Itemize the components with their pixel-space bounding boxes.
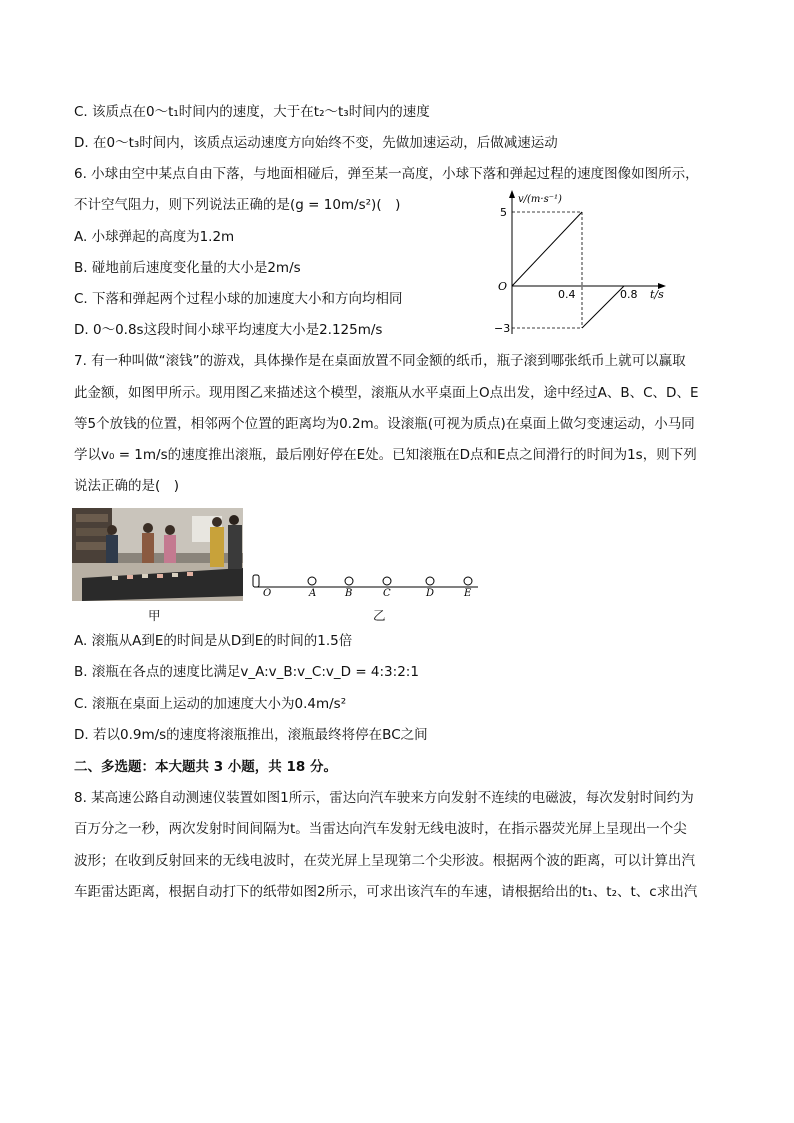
label-o: O	[263, 588, 272, 599]
q6-option-a: A. 小球弹起的高度为1.2m	[74, 229, 235, 245]
q8-stem-line2: 百万分之一秒，两次发射时间间隔为t。当雷达向汽车发射无线电波时，在指示器荧光屏上呈现出一个尖	[74, 821, 687, 837]
position-a-marker	[308, 577, 316, 585]
x-axis-label: t/s	[650, 288, 664, 301]
position-d-marker	[426, 577, 434, 585]
q8-stem-line4: 车距雷达距离，根据自动打下的纸带如图2所示，可求出该汽车的车速，请根据给出的t₁、t₂、t、c求出汽	[74, 884, 698, 900]
q5-option-d: D. 在0～t₃时间内，该质点运动速度方向始终不变，先做加速运动，后做减速运动	[74, 135, 558, 151]
q8-stem-line3: 波形；在收到反射回来的无线电波时，在荧光屏上呈现第二个尖形波。根据两个波的距离，可以计算出汽	[74, 853, 695, 869]
y-axis-label: v/(m·s⁻¹)	[518, 194, 562, 205]
falling-velocity-line	[512, 212, 582, 286]
q7-option-b: B. 滚瓶在各点的速度比满足v_A:v_B:v_C:v_D = 4:3:2:1	[74, 664, 419, 680]
q7-stem-line1: 7. 有一种叫做“滚钱”的游戏，具体操作是在桌面放置不同金额的纸币，瓶子滚到哪张纸币上就可以赢取	[74, 353, 686, 369]
label-b: B	[345, 588, 353, 599]
figure-caption-yi: 乙	[373, 608, 386, 623]
label-c: C	[383, 588, 391, 599]
game-photo	[72, 508, 243, 601]
q7-stem-line4: 学以v₀ = 1m/s的速度推出滚瓶，最后刚好停在E处。已知滚瓶在D点和E点之间滑行的时间为1s，则下列	[74, 447, 697, 463]
q6-option-b: B. 碰地前后速度变化量的大小是2m/s	[74, 260, 301, 276]
position-c-marker	[383, 577, 391, 585]
position-b-marker	[345, 577, 353, 585]
rolling-bottle-track	[250, 565, 485, 599]
q6-stem-line1: 6. 小球由空中某点自由下落，与地面相碰后，弹至某一高度，小球下落和弹起过程的速度图像如图所示，	[74, 166, 699, 182]
label-d: D	[426, 588, 435, 599]
q7-stem-line3: 等5个放钱的位置，相邻两个位置的距离均为0.2m。设滚瓶(可视为质点)在桌面上做匀变速运动，小马同	[74, 416, 695, 432]
q5-option-c: C. 该质点在0～t₁时间内的速度，大于在t₂～t₃时间内的速度	[74, 104, 430, 120]
figure-caption-jia: 甲	[148, 608, 161, 623]
position-e-marker	[464, 577, 472, 585]
velocity-time-graph	[490, 184, 680, 344]
q6-option-d: D. 0～0.8s这段时间小球平均速度大小是2.125m/s	[74, 322, 383, 338]
x-tick-08: 0.8	[620, 288, 638, 301]
q8-stem-line1: 8. 某高速公路自动测速仪装置如图1所示，雷达向汽车驶来方向发射不连续的电磁波，每次发射时间约为	[74, 790, 694, 806]
q6-option-c: C. 下落和弹起两个过程小球的加速度大小和方向均相同	[74, 291, 403, 307]
game-photo-illustration	[72, 508, 243, 601]
x-tick-04: 0.4	[558, 288, 576, 301]
label-a: A	[309, 588, 317, 599]
y-tick-minus3: −3	[494, 322, 511, 335]
rising-velocity-line	[582, 286, 624, 328]
y-axis-arrow-icon	[509, 190, 515, 198]
section-heading-multiple-choice: 二、多选题：本大题共 3 小题，共 18 分。	[74, 759, 337, 775]
q6-stem-line2: 不计空气阻力，则下列说法正确的是(g = 10m/s²)( )	[74, 197, 401, 213]
q7-stem-line2: 此金额，如图甲所示。现用图乙来描述这个模型，滚瓶从水平桌面上O点出发，途中经过A、B、C、D、E	[74, 385, 699, 401]
bottle-icon	[253, 575, 259, 587]
origin-label: O	[498, 280, 508, 293]
label-e: E	[464, 588, 472, 599]
q7-option-a: A. 滚瓶从A到E的时间是从D到E的时间的1.5倍	[74, 633, 353, 649]
q7-option-d: D. 若以0.9m/s的速度将滚瓶推出，滚瓶最终将停在BC之间	[74, 727, 428, 743]
q7-stem-line5: 说法正确的是( )	[74, 478, 180, 494]
q7-option-c: C. 滚瓶在桌面上运动的加速度大小为0.4m/s²	[74, 696, 347, 712]
y-tick-5: 5	[500, 206, 507, 219]
